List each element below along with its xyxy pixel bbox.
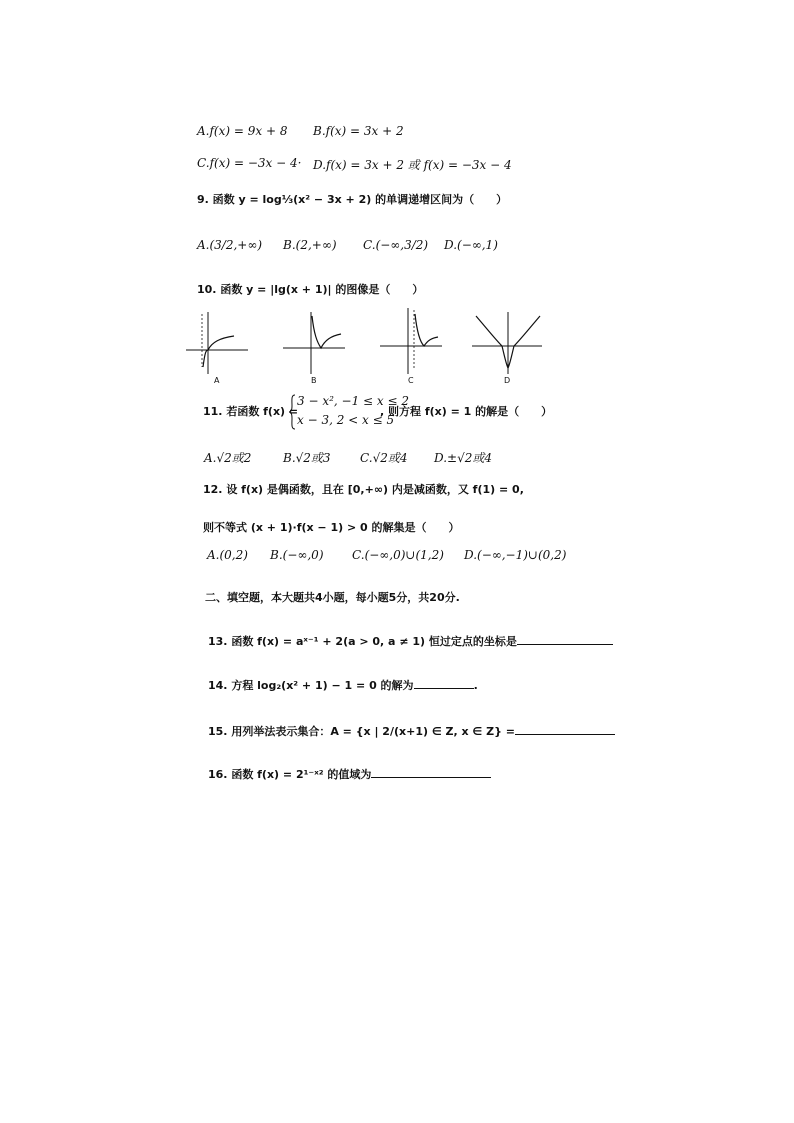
curve [312, 316, 341, 348]
q12-option-c: C.(−∞,0)∪(1,2) [352, 548, 444, 562]
q13-stem: 13. 函数 f(x) = aˣ⁻¹ + 2(a > 0, a ≠ 1) 恒过定点的坐标是 [208, 635, 517, 648]
q13-text [208, 632, 613, 650]
q10-graph-b [283, 312, 349, 374]
q11-case-1: 3 − x², −1 ≤ x ≤ 2 [297, 394, 409, 408]
q12-stem-1: 12. 设 f(x) 是偶函数，且在 [0,+∞) 内是减函数，又 f(1) = 0, [203, 483, 524, 496]
q12-option-b: B.(−∞,0) [270, 548, 324, 562]
q10-graph-a [186, 312, 252, 374]
q11-option-c: C.√2或4 [360, 451, 408, 465]
q16-text [208, 765, 491, 783]
q10-graph-c [380, 308, 446, 374]
q8-option-a: A.f(x) = 9x + 8 [197, 124, 288, 138]
q14-stem: 14. 方程 log₂(x² + 1) − 1 = 0 的解为 [208, 679, 414, 692]
q12-option-a: A.(0,2) [207, 548, 248, 562]
q9-option-d: D.(−∞,1) [444, 238, 498, 252]
q12-stem-2: 则不等式 (x + 1)·f(x − 1) > 0 的解集是（ ） [203, 521, 460, 534]
q11-option-a: A.√2或2 [204, 451, 252, 465]
q10-label-d: D [504, 376, 511, 385]
q15-answer-blank[interactable] [515, 722, 615, 735]
q11-stem-pre: 11. 若函数 f(x) = [203, 405, 299, 418]
q8-option-c: C.f(x) = −3x − 4· [197, 156, 302, 170]
q11-option-d: D.±√2或4 [434, 451, 492, 465]
q16-answer-blank[interactable] [371, 765, 491, 778]
q10-label-b: B [311, 376, 317, 385]
q11-stem-post: , 则方程 f(x) = 1 的解是（ ） [380, 405, 553, 418]
q12-option-d: D.(−∞,−1)∪(0,2) [464, 548, 567, 562]
q9-option-a: A.(3/2,+∞) [197, 238, 263, 252]
q14-answer-blank[interactable] [414, 676, 474, 689]
q10-graph-d [472, 312, 546, 374]
q10-label-c: C [408, 376, 414, 385]
q10-stem: 10. 函数 y = |lg(x + 1)| 的图像是（ ） [197, 283, 424, 296]
q14-text [208, 676, 478, 694]
q8-option-b: B.f(x) = 3x + 2 [313, 124, 404, 138]
section-2-heading: 二、填空题，本大题共4小题，每小题5分，共20分. [205, 591, 460, 604]
q9-option-c: C.(−∞,3/2) [363, 238, 429, 252]
q15-text [208, 722, 615, 740]
q14-period: . [473, 679, 478, 692]
curve [415, 314, 438, 346]
q11-option-b: B.√2或3 [283, 451, 331, 465]
q16-stem: 16. 函数 f(x) = 2¹⁻ˣ² 的值域为 [208, 768, 372, 781]
q13-answer-blank[interactable] [517, 632, 613, 645]
q9-stem: 9. 函数 y = log⅓(x² − 3x + 2) 的单调递增区间为（ ） [197, 193, 508, 206]
q15-stem: 15. 用列举法表示集合：A = {x | 2/(x+1) ∈ Z, x ∈ Z} = [208, 725, 515, 738]
q11-case-2: x − 3, 2 < x ≤ 5 [297, 413, 395, 427]
q10-label-a: A [214, 376, 220, 385]
q8-option-d: D.f(x) = 3x + 2 或 f(x) = −3x − 4 [313, 158, 512, 172]
piecewise-brace [288, 394, 296, 430]
q9-option-b: B.(2,+∞) [283, 238, 337, 252]
